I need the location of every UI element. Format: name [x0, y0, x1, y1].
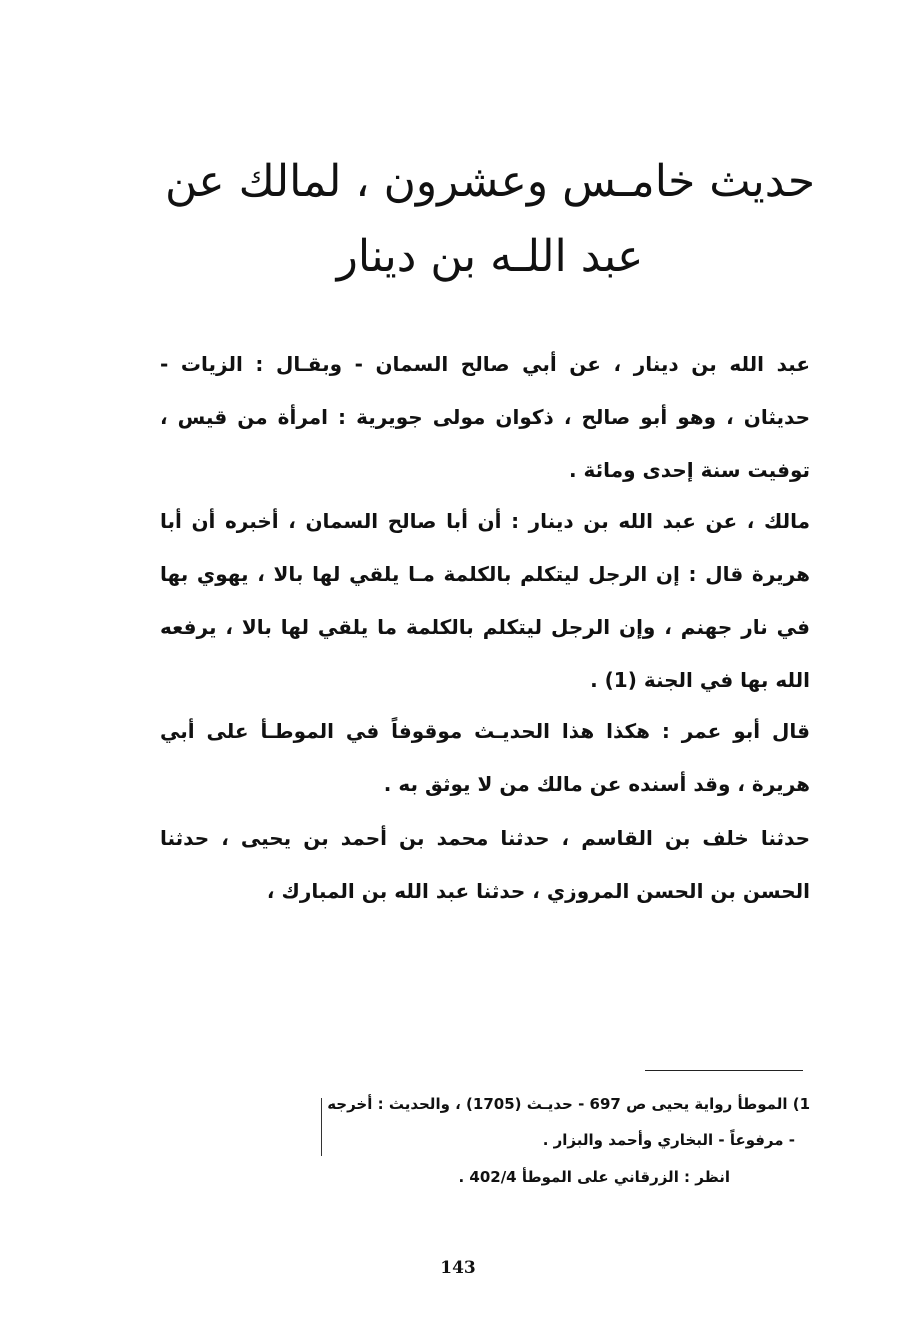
paragraph-commentary: قال أبو عمر : هكذا هذا الحديـث موقوفاً في الموطـأ على أبي هريرة ، وقد أسنده عن مالك من لا يوثق به .	[160, 719, 810, 796]
footnote-line-3: انظر : الزرقاني على الموطأ 402/4 .	[458, 1168, 730, 1186]
paragraph-hadith-text: مالك ، عن عبد الله بن دينار : أن أبا صالح السمان ، أخبره أن أبا هريرة قال : إن الرجل ليتكلم بالكلمة مـا يلقي لها بالا ، يهوي بها في نار جهنم ، وإن الرجل ليتكلم بالكلمة ما يلقي لها بالا ، يرفعه الله بها في الجنة (1) .	[160, 509, 810, 692]
chapter-title-line-2: عبد اللـه بن دينار	[336, 231, 644, 282]
page-number: 143	[440, 1258, 476, 1278]
footnote-line-2: - مرفوعاً - البخاري وأحمد والبزار .	[542, 1131, 795, 1149]
paragraph-narrator-bio: عبد الله بن دينار ، عن أبي صالح السمان - وبقـال : الزيات - حديثان ، وهو أبو صالح ، ذكوان مولى جويرية : امرأة من قيس ، توفيت سنة إحدى ومائة .	[160, 352, 810, 482]
footnote-divider	[645, 1070, 803, 1071]
chapter-title-line-1: حديث خامـس وعشرون ، لمالك عن	[164, 156, 816, 207]
footnote-line-1: 1) الموطأ رواية يحيى ص 697 - حديـث (1705) ، والحديث : أخرجه	[327, 1095, 810, 1113]
paragraph-isnad: حدثنا خلف بن القاسم ، حدثنا محمد بن أحمد بن يحيى ، حدثنا الحسن بن الحسن المروزي ، حدثنا عبد الله بن المبارك ،	[160, 826, 810, 903]
